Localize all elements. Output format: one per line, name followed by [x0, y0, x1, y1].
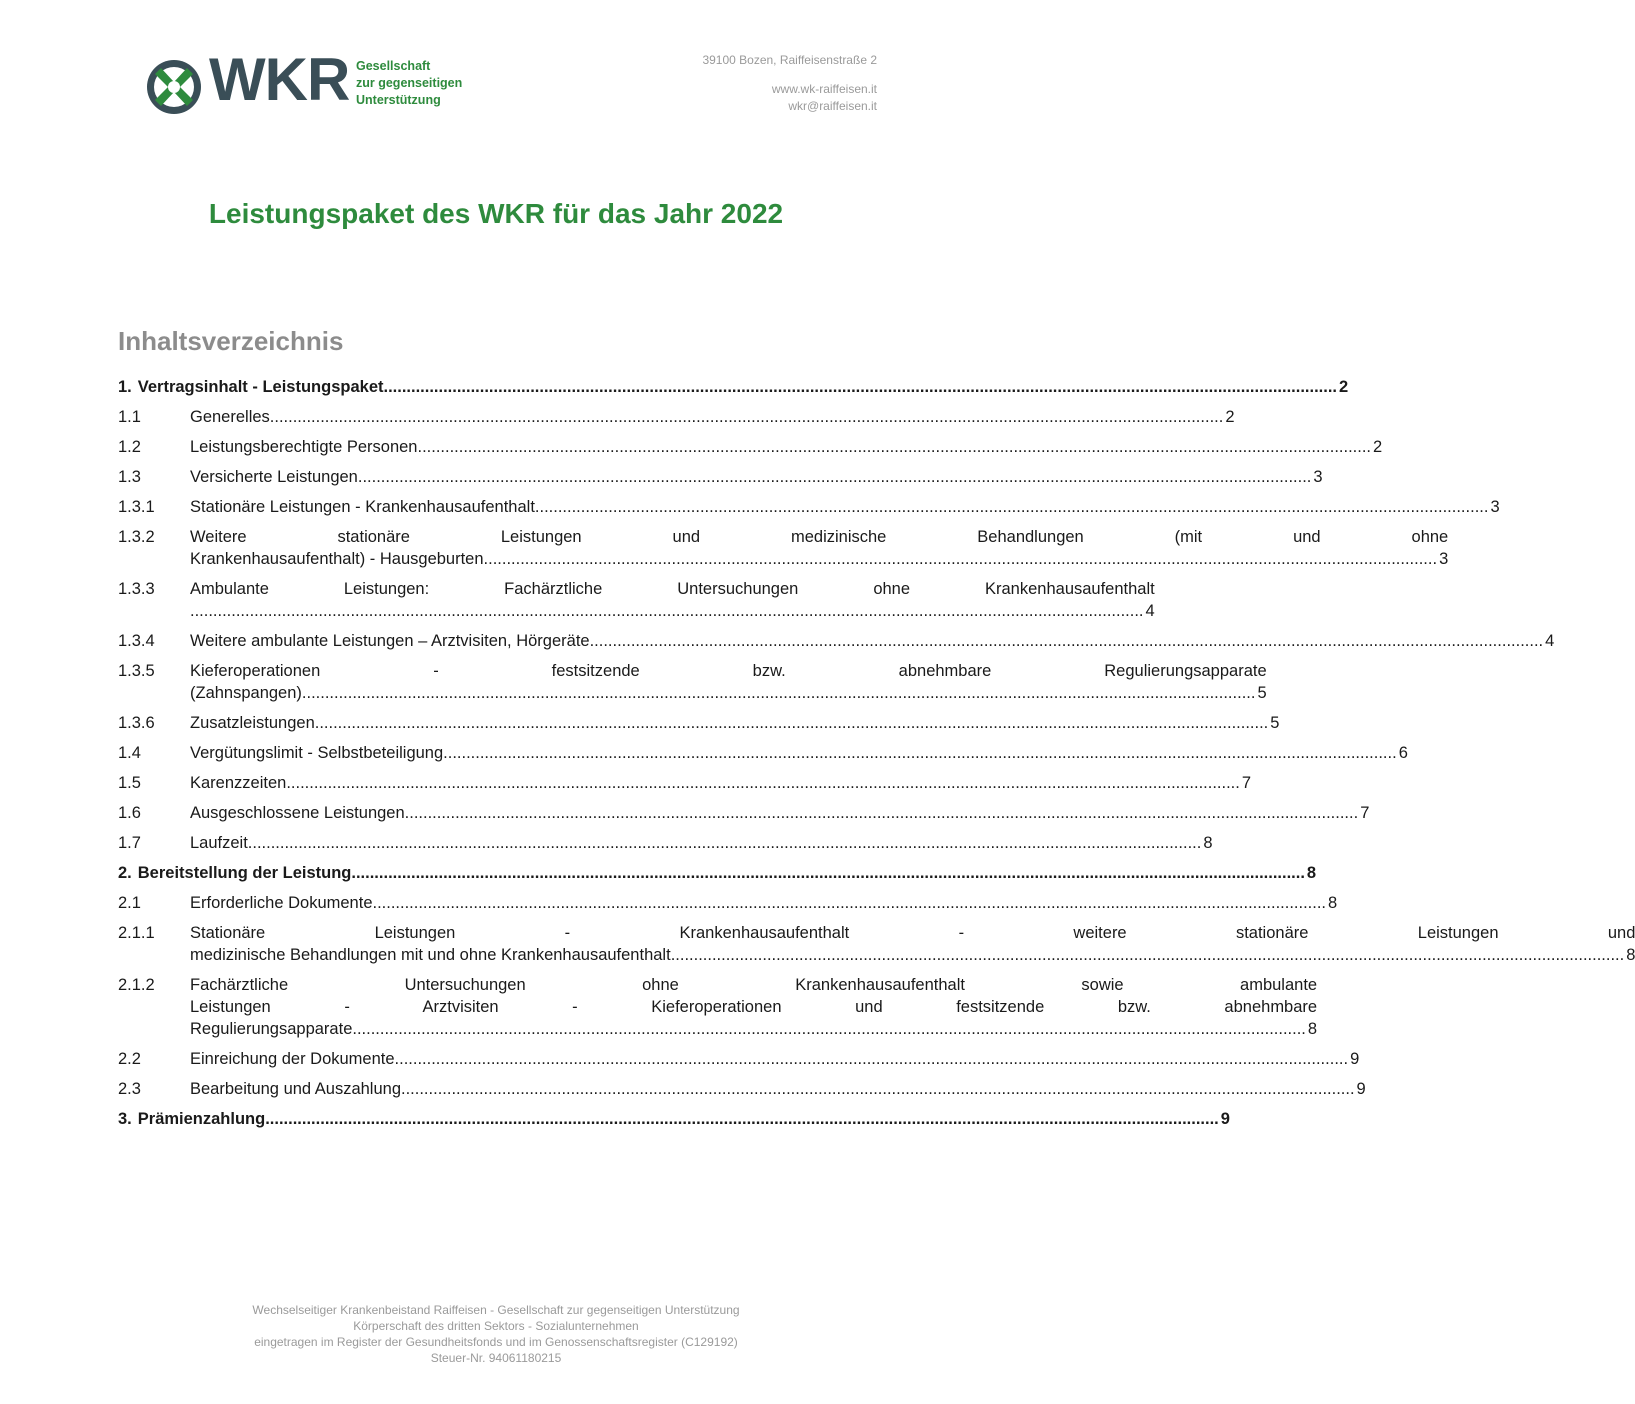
toc-leader-dots: [590, 630, 1544, 652]
toc-entry-number: 1.1: [118, 408, 141, 426]
toc-leader-dots: [315, 712, 1269, 734]
toc-page-number: 3: [1490, 498, 1500, 516]
toc-entry-title: Stationäre Leistungen - Krankenhausaufenthalt: [190, 498, 535, 516]
toc-entry[interactable]: [118, 892, 1338, 914]
toc-entry-number: 1.3.1: [118, 498, 155, 516]
raiffeisen-cross-icon: [145, 58, 203, 116]
toc-entry-number: 1.: [118, 378, 132, 396]
logo-tagline: Gesellschaft zur gegenseitigen Unterstützung: [356, 59, 463, 107]
toc-entry[interactable]: [118, 406, 1235, 428]
toc-entry[interactable]: [118, 922, 1635, 966]
toc-leader-dots: [302, 682, 1256, 704]
page-footer: [0, 1302, 992, 1366]
toc-leader-dots: [484, 548, 1438, 570]
toc-page-number: 8: [1306, 864, 1317, 882]
toc-entry-title: Bearbeitung und Auszahlung: [190, 1080, 402, 1098]
toc-entry-title: Generelles: [190, 408, 270, 426]
toc-leader-dots: [265, 1108, 1219, 1130]
toc-entry[interactable]: [118, 712, 1280, 734]
toc-leader-dots: [248, 832, 1202, 854]
toc-entry-number: 3.: [118, 1110, 132, 1128]
toc-leader-dots: [352, 1018, 1306, 1040]
toc-entry[interactable]: [118, 772, 1252, 794]
toc-entry-number: 1.3.4: [118, 632, 155, 650]
toc-page-number: 8: [1328, 894, 1338, 912]
company-logo: [145, 46, 485, 118]
toc-entry-title: Karenzzeiten: [190, 774, 287, 792]
toc-entry-number: 2.1.1: [118, 924, 155, 942]
toc-page-number: 2: [1225, 408, 1235, 426]
logo-wordmark: WKR: [209, 46, 350, 113]
toc-leader-dots: [190, 600, 1144, 622]
toc-entry[interactable]: [118, 526, 1449, 570]
toc-page-number: 6: [1398, 744, 1408, 762]
toc-entry[interactable]: [118, 578, 1155, 622]
toc-leader-dots: [418, 436, 1372, 458]
address: 39100 Bozen, Raiffeisenstraße 2: [702, 53, 877, 67]
table-of-contents: [118, 376, 1635, 1130]
toc-page-number: 2: [1339, 378, 1349, 396]
toc-page-number: 5: [1270, 714, 1280, 732]
toc-entry-number: 1.3.2: [118, 528, 155, 546]
email-link[interactable]: wkr@raiffeisen.it: [788, 99, 877, 113]
toc-page-number: 4: [1145, 602, 1155, 620]
website-link[interactable]: www.wk-raiffeisen.it: [771, 82, 877, 96]
toc-entry[interactable]: [118, 832, 1213, 854]
contact-block: [702, 52, 877, 115]
footer-line: Steuer-Nr. 94061180215: [430, 1351, 562, 1365]
toc-entry[interactable]: [118, 974, 1318, 1040]
toc-page-number: 5: [1257, 684, 1267, 702]
toc-entry[interactable]: [118, 466, 1323, 488]
toc-entry-title: Einreichung der Dokumente: [190, 1050, 395, 1068]
toc-entry-text-line: Kieferoperationen - festsitzende bzw. abnehmbare Regulierungsapparate: [190, 662, 1267, 680]
toc-entry-title: Vergütungslimit - Selbstbeteiligung: [190, 744, 444, 762]
toc-page-number: 3: [1439, 550, 1449, 568]
toc-entry-text-line: Ambulante Leistungen: Fachärztliche Untersuchungen ohne Krankenhausaufenthalt: [190, 580, 1155, 598]
toc-page-number: 8: [1307, 1020, 1318, 1038]
toc-entry-title: Weitere ambulante Leistungen – Arztvisiten, Hörgeräte: [190, 632, 590, 650]
toc-leader-dots: [535, 496, 1489, 518]
toc-leader-dots: [270, 406, 1224, 428]
toc-leader-dots: [384, 376, 1338, 398]
toc-entry-number: 1.5: [118, 774, 141, 792]
toc-leader-dots: [286, 772, 1240, 794]
toc-entry-title: Krankenhausaufenthalt) - Hausgeburten: [190, 550, 484, 568]
toc-entry-title: (Zahnspangen): [190, 684, 302, 702]
toc-entry[interactable]: [118, 376, 1349, 398]
toc-leader-dots: [443, 742, 1397, 764]
document-title: Leistungspaket des WKR für das Jahr 2022: [208, 198, 784, 229]
toc-leader-dots: [351, 862, 1305, 884]
toc-entry-number: 1.3.3: [118, 580, 155, 598]
toc-entry-number: 2.1: [118, 894, 141, 912]
toc-entry-number: 1.3.6: [118, 714, 155, 732]
toc-entry-number: 1.4: [118, 744, 141, 762]
toc-leader-dots: [405, 802, 1359, 824]
footer-line: Wechselseitiger Krankenbeistand Raiffeisen - Gesellschaft zur gegenseitigen Unterstützung: [252, 1303, 740, 1317]
toc-entry-number: 1.6: [118, 804, 141, 822]
toc-entry-number: 2.: [118, 864, 132, 882]
toc-entry-title: medizinische Behandlungen mit und ohne Krankenhausaufenthalt: [190, 946, 671, 964]
toc-entry-title: Prämienzahlung: [137, 1110, 266, 1128]
toc-entry-title: Vertragsinhalt - Leistungspaket: [137, 378, 384, 396]
toc-page-number: 9: [1350, 1050, 1360, 1068]
footer-line: eingetragen im Register der Gesundheitsfonds und im Genossenschaftsregister (C129192): [254, 1335, 738, 1349]
toc-entry-text-line: Weitere stationäre Leistungen und medizinische Behandlungen (mit und ohne: [190, 528, 1449, 546]
toc-page-number: 8: [1203, 834, 1213, 852]
toc-entry-number: 1.3.5: [118, 662, 155, 680]
toc-page-number: 2: [1373, 438, 1383, 456]
toc-entry[interactable]: [118, 1078, 1366, 1100]
toc-page-number: 7: [1241, 774, 1252, 792]
toc-entry-number: 1.7: [118, 834, 141, 852]
toc-heading: Inhaltsverzeichnis: [118, 326, 344, 356]
toc-entry[interactable]: [118, 436, 1383, 458]
toc-entry-title: Ausgeschlossene Leistungen: [190, 804, 405, 822]
toc-entry-number: 1.3: [118, 468, 141, 486]
footer-line: Körperschaft des dritten Sektors - Sozialunternehmen: [353, 1319, 639, 1333]
toc-entry-title: Erforderliche Dokumente: [190, 894, 373, 912]
toc-leader-dots: [401, 1078, 1355, 1100]
toc-entry-number: 1.2: [118, 438, 141, 456]
toc-entry-number: 2.2: [118, 1050, 141, 1068]
toc-entry[interactable]: [118, 1108, 1230, 1130]
toc-entry-title: Regulierungsapparate: [190, 1020, 353, 1038]
toc-entry-number: 2.1.2: [118, 976, 155, 994]
toc-entry[interactable]: [118, 660, 1267, 704]
toc-leader-dots: [395, 1048, 1349, 1070]
toc-entry-number: 2.3: [118, 1080, 141, 1098]
toc-entry[interactable]: [118, 742, 1408, 764]
toc-entry-title: Laufzeit: [190, 834, 248, 852]
toc-entry[interactable]: [118, 862, 1317, 884]
toc-entry-title: Versicherte Leistungen: [190, 468, 358, 486]
toc-entry-text-line: Fachärztliche Untersuchungen ohne Krankenhausaufenthalt sowie ambulante: [190, 976, 1318, 994]
toc-page-number: 3: [1313, 468, 1323, 486]
toc-entry[interactable]: [118, 1048, 1360, 1070]
toc-entry[interactable]: [118, 630, 1555, 652]
toc-entry-title: Zusatzleistungen: [190, 714, 315, 732]
toc-leader-dots: [373, 892, 1327, 914]
toc-page-number: 4: [1545, 632, 1555, 650]
toc-entry-text-line: Stationäre Leistungen - Krankenhausaufenthalt - weitere stationäre Leistungen und: [190, 924, 1635, 942]
toc-entry[interactable]: [118, 496, 1500, 518]
toc-entry-text-line: Leistungen - Arztvisiten - Kieferoperationen und festsitzende bzw. abnehmbare: [190, 998, 1318, 1016]
toc-entry-title: Bereitstellung der Leistung: [137, 864, 352, 882]
toc-entry[interactable]: [118, 802, 1370, 824]
toc-leader-dots: [358, 466, 1312, 488]
toc-page-number: 8: [1626, 946, 1635, 964]
toc-page-number: 9: [1356, 1080, 1366, 1098]
toc-entry-title: Leistungsberechtigte Personen: [190, 438, 418, 456]
toc-page-number: 7: [1360, 804, 1370, 822]
toc-page-number: 9: [1220, 1110, 1230, 1128]
toc-leader-dots: [671, 944, 1625, 966]
